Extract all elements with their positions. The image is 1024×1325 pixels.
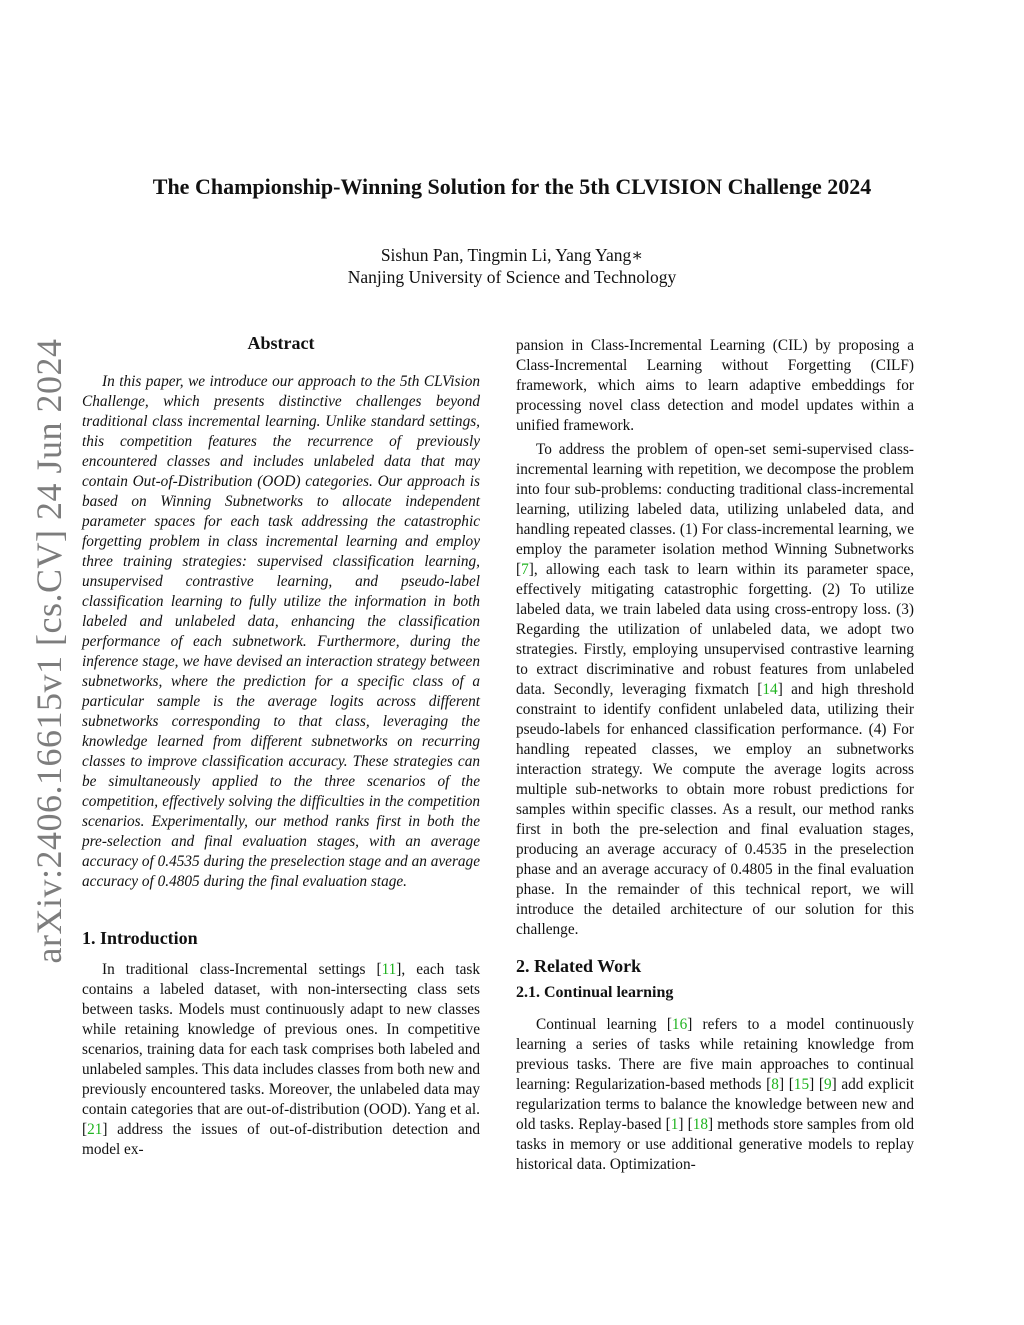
continual-learning-paragraph bbox=[516, 1015, 914, 1175]
author-affiliation: Nanjing University of Science and Technology bbox=[347, 267, 677, 287]
citation-link[interactable]: 7 bbox=[521, 561, 529, 578]
text-run: ] [ bbox=[809, 1076, 824, 1093]
citation-link[interactable]: 21 bbox=[87, 1121, 103, 1138]
citation-link[interactable]: 15 bbox=[793, 1076, 810, 1093]
author-names: Sishun Pan, Tingmin Li, Yang Yang∗ bbox=[380, 245, 644, 265]
text-run: ] refers to a model continuously learning a series of tasks while retaining knowledge from previous tasks. There are five main approaches to continual learning: Regularization-based methods [ bbox=[516, 1016, 914, 1093]
abstract-section bbox=[82, 333, 480, 892]
text-run: ] [ bbox=[678, 1116, 693, 1133]
text-run: ], each task contains a labeled dataset, with non-intersecting class sets between tasks. Models must continuously adapt to new classes while retaining knowledge of previous ones. In competitive scenarios, training data for each task comprises both labeled and unlabeled samples. This data includes classes from both new and previously encountered tasks. Moreover, the unlabeled data may contain categories that are out-of-distribution (OOD). Yang et al. [ bbox=[82, 961, 480, 1138]
arxiv-sidebar bbox=[28, 338, 70, 964]
abstract-heading: Abstract bbox=[247, 333, 315, 353]
text-run: ] methods store samples from old tasks in memory or use additional generative models to replay historical data. Optimization- bbox=[516, 1116, 914, 1173]
text-run: To address the problem of open-set semi-supervised class-incremental learning with repetition, we decompose the problem into four sub-problems: conducting traditional class-incremental learning, utilizing labeled data, utilizing unlabeled data, and handling repeated classes. (1) For class-incremental learning, we employ the parameter isolation method Winning Subnetworks [ bbox=[516, 441, 914, 578]
text-run: ] and high threshold constraint to identify confident unlabeled data, utilizing their pseudo-labels for enhanced classification performance. (4) For handling repeated classes, we employ an subnetworks interaction strategy. We compute the average logits across multiple sub-networks to obtain more robust predictions for samples within specific classes. As a result, our method ranks first in both the pre-selection and final evaluation stages, producing an average accuracy of 0.4535 in the preselection phase and an average accuracy of 0.4805 in the final evaluation phase. In the remainder of this technical report, we will introduce the detailed architecture of our solution for this challenge. bbox=[516, 681, 914, 938]
paper-title: The Championship-Winning Solution for the 5th CLVISION Challenge 2024 bbox=[152, 174, 872, 199]
citation-link[interactable]: 8 bbox=[771, 1076, 779, 1093]
text-run: In traditional class-Incremental settings [ bbox=[102, 961, 382, 978]
text-run: ], allowing each task to learn within its parameter space, effectively mitigating catastrophic forgetting. (2) To utilize labeled data, we train labeled data using cross-entropy loss. (3) Regarding the utilization of unlabeled data, we adopt two strategies. Firstly, employing unsupervised contrastive learning to extract discriminative and robust features from unlabeled data. Secondly, leveraging fixmatch [ bbox=[516, 561, 914, 698]
text-run: ] [ bbox=[778, 1076, 794, 1093]
related-work-heading: 2. Related Work bbox=[516, 956, 642, 976]
arxiv-id-label: arXiv:2406.16615v1 [cs.CV] 24 Jun 2024 bbox=[29, 338, 69, 964]
left-column bbox=[82, 333, 480, 1160]
citation-link[interactable]: 11 bbox=[381, 961, 397, 978]
author-block bbox=[80, 244, 944, 288]
intro-paragraph-1-continued: pansion in Class-Incremental Learning (CIL) by proposing a Class-Incremental Learning without Forgetting (CILF) framework, which aims to learn adaptive embeddings for processing novel class detection and model updates within a unified framework. bbox=[516, 337, 914, 434]
abstract-text: In this paper, we introduce our approach to the 5th CLVision Challenge, which presents distinctive challenges beyond traditional class incremental learning. Unlike standard settings, this competition features the recurrence of previously encountered classes and includes unlabeled data that may contain Out-of-Distribution (OOD) categories. Our approach is based on Winning Subnetworks to allocate independent parameter spaces for each task addressing the catastrophic forgetting problem in class incremental learning and employ three training strategies: supervised classification learning, unsupervised contrastive learning, and pseudo-label classification learning to fully utilize the information in both labeled and unlabeled data, enhancing the classification performance of each subnetwork. Furthermore, during the inference stage, we have devised an interaction strategy between subnetworks, where the prediction for a specific class of a particular sample is the average logits across different subnetworks corresponding to that class, leveraging the knowledge learned from different subnetworks on recurring classes to improve classification accuracy. These strategies can be simultaneously applied to the three scenarios of the competition, effectively solving the difficulties in the competition scenarios. Experimentally, our method ranks first in both the pre-selection and final evaluation stages, with an average accuracy of 0.4535 during the preselection stage and an average accuracy of 0.4805 during the final evaluation stage. bbox=[82, 373, 480, 890]
citation-link[interactable]: 18 bbox=[692, 1116, 709, 1133]
intro-paragraph-2 bbox=[516, 440, 914, 940]
text-run: Continual learning [ bbox=[536, 1016, 672, 1033]
introduction-heading: 1. Introduction bbox=[82, 928, 198, 948]
continual-learning-heading: 2.1. Continual learning bbox=[516, 984, 674, 1001]
text-run: ] address the issues of out-of-distribution detection and model ex- bbox=[82, 1121, 480, 1158]
right-column bbox=[516, 336, 914, 1175]
citation-link[interactable]: 14 bbox=[762, 681, 778, 698]
intro-paragraph-1 bbox=[82, 960, 480, 1160]
citation-link[interactable]: 9 bbox=[823, 1076, 832, 1093]
citation-link[interactable]: 16 bbox=[671, 1016, 688, 1033]
text-run: ] add explicit regularization terms to balance the knowledge between new and old tasks. Replay-based [ bbox=[516, 1076, 914, 1133]
citation-link[interactable]: 1 bbox=[670, 1116, 679, 1133]
